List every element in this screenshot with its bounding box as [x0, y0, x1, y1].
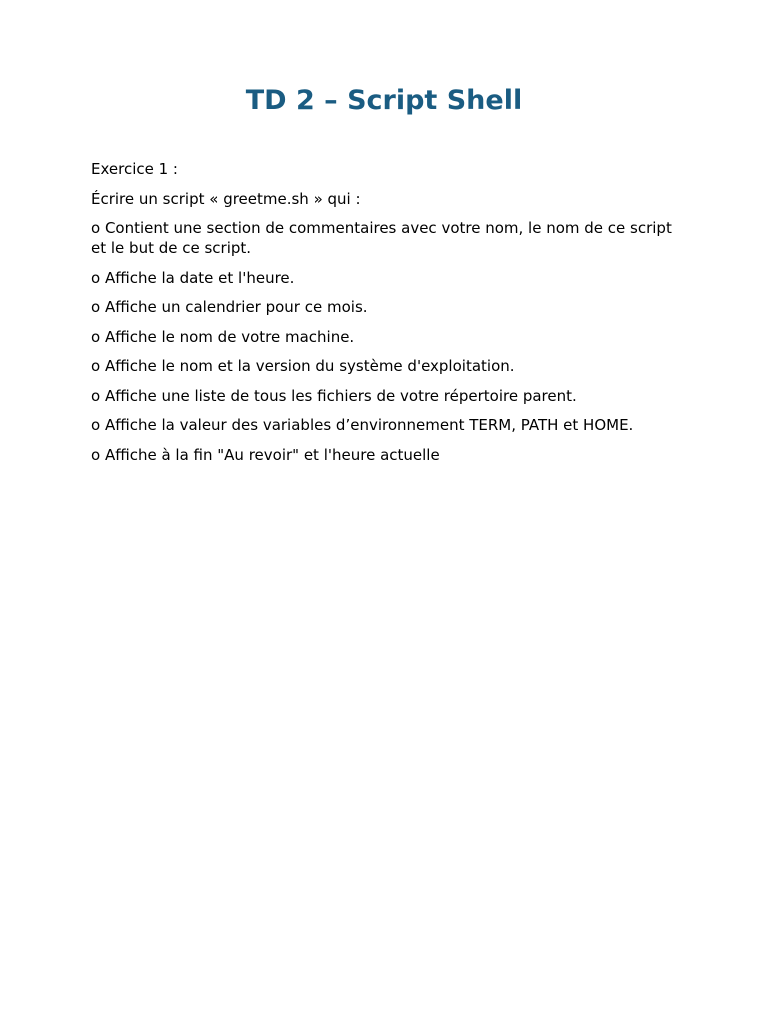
- exercise-item: o Contient une section de commentaires avec votre nom, le nom de ce script et le but de ce script.: [91, 219, 672, 257]
- document-title: TD 2 – Script Shell: [245, 85, 523, 116]
- exercise-item: o Affiche à la fin "Au revoir" et l'heure actuelle: [91, 445, 440, 464]
- document-body: [91, 159, 691, 474]
- exercise-heading: Exercice 1 :: [91, 160, 178, 178]
- exercise-intro: Écrire un script « greetme.sh » qui :: [91, 189, 361, 208]
- exercise-item: o Affiche le nom de votre machine.: [91, 327, 355, 346]
- exercise-item: o Affiche une liste de tous les fichiers de votre répertoire parent.: [91, 386, 577, 405]
- exercise-item: o Affiche la date et l'heure.: [91, 268, 295, 287]
- exercise-item: o Affiche le nom et la version du système d'exploitation.: [91, 357, 515, 375]
- exercise-item: o Affiche la valeur des variables d’environnement TERM, PATH et HOME.: [91, 416, 634, 434]
- exercise-item: o Affiche un calendrier pour ce mois.: [91, 298, 368, 316]
